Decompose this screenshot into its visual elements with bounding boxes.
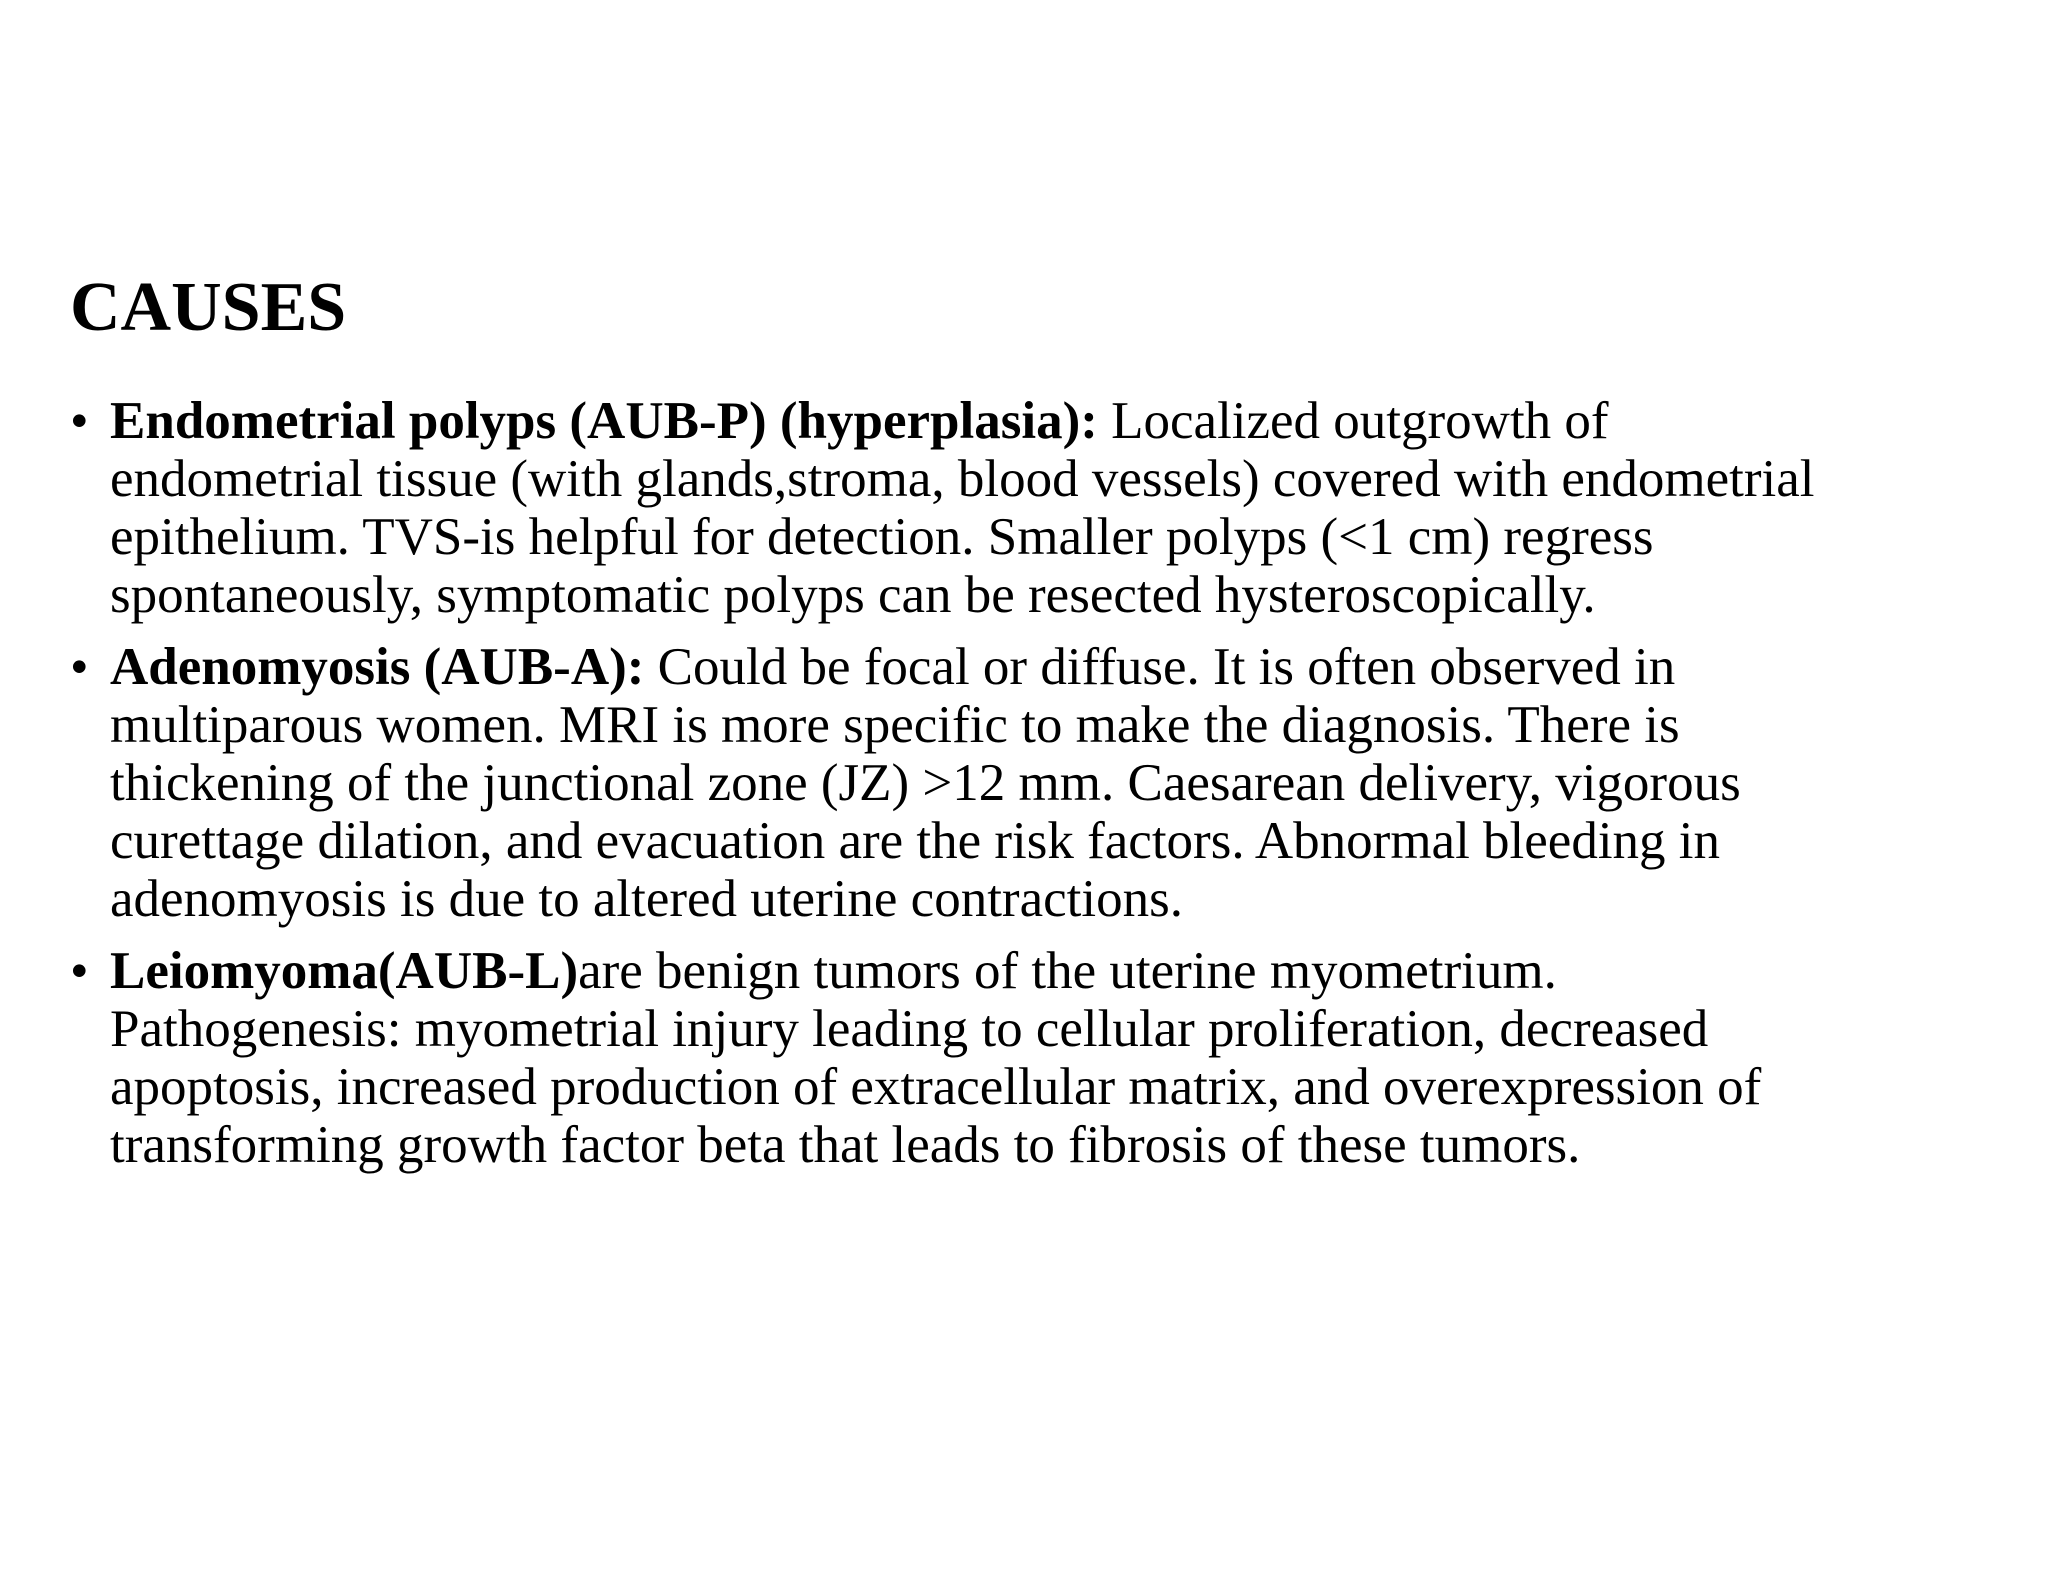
bullet-dot-icon: • xyxy=(70,392,89,450)
slide-title: CAUSES xyxy=(70,269,347,346)
bullet-item-leiomyoma xyxy=(70,942,1860,1174)
bullet-text xyxy=(110,638,1860,928)
bullet-body: Localized outgrowth of endometrial tissue (with glands,stroma, blood vessels) covered with endometrial epithelium. TVS-is helpful for detection. Smaller polyps (<1 cm) regress spontaneously, symptomatic polyps can be resected hysteroscopically. xyxy=(110,392,1815,624)
bullet-dot-icon: • xyxy=(70,942,89,1000)
bullet-list xyxy=(70,392,1860,1188)
bullet-body: Could be focal or diffuse. It is often observed in multiparous women. MRI is more specific to make the diagnosis. There is thickening of the junctional zone (JZ) >12 mm. Caesarean delivery, vigorous curettage dilation, and evacuation are the risk factors. Abnormal bleeding in adenomyosis is due to altered uterine contractions. xyxy=(110,638,1741,928)
bullet-item-adenomyosis xyxy=(70,638,1860,928)
bullet-lead: Adenomyosis (AUB-A): xyxy=(110,638,645,696)
bullet-text xyxy=(110,392,1860,624)
bullet-dot-icon: • xyxy=(70,638,89,696)
bullet-lead: Endometrial polyps (AUB-P) (hyperplasia): xyxy=(110,392,1098,450)
bullet-item-polyps xyxy=(70,392,1860,624)
bullet-body: are benign tumors of the uterine myometrium. Pathogenesis: myometrial injury leading to cellular proliferation, decreased apoptosis, increased production of extracellular matrix, and overexpression of transforming growth factor beta that leads to fibrosis of these tumors. xyxy=(110,942,1762,1174)
bullet-lead: Leiomyoma(AUB-L) xyxy=(110,942,579,1000)
bullet-text xyxy=(110,942,1860,1174)
